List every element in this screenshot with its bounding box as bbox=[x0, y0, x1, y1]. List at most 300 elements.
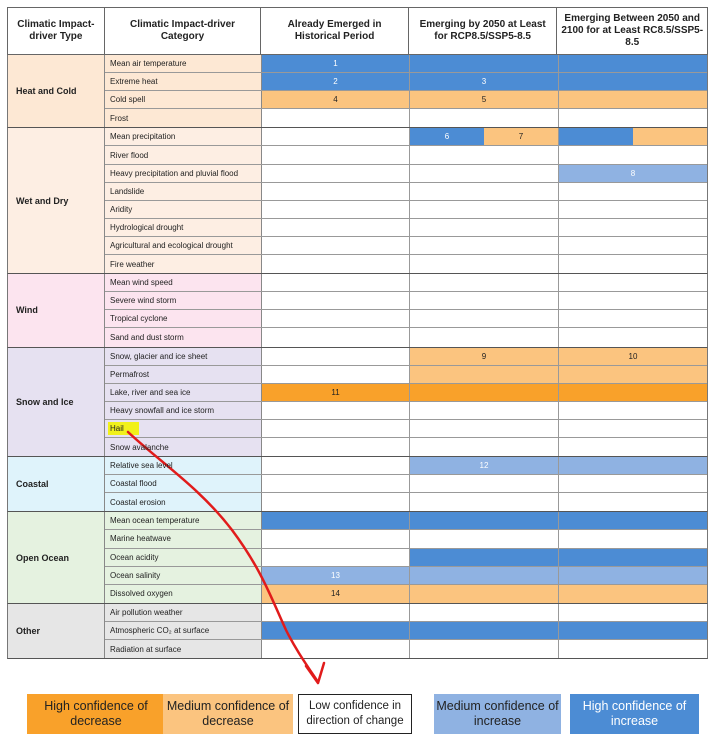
footnote-number: 3 bbox=[410, 73, 558, 90]
category-cell bbox=[105, 292, 262, 309]
table-row bbox=[105, 310, 707, 328]
confidence-segment bbox=[410, 585, 558, 603]
period-cell-p3 bbox=[559, 348, 707, 365]
category-cell bbox=[105, 475, 262, 492]
category-cell bbox=[105, 384, 262, 401]
period-cell-p2 bbox=[410, 109, 559, 127]
footnote-number: 10 bbox=[559, 348, 707, 365]
footnote-number: 1 bbox=[262, 55, 409, 72]
confidence-segment bbox=[410, 622, 558, 639]
period-cell-p3 bbox=[559, 475, 707, 492]
category-label: Mean ocean temperature bbox=[110, 516, 200, 526]
category-cell bbox=[105, 109, 262, 127]
table-row bbox=[105, 567, 707, 585]
confidence-segment bbox=[262, 420, 409, 437]
period-cell-p3 bbox=[559, 438, 707, 456]
driver-group bbox=[7, 55, 708, 128]
confidence-segment bbox=[410, 438, 558, 456]
table-row bbox=[105, 183, 707, 201]
footnote-number: 9 bbox=[410, 348, 558, 365]
category-cell bbox=[105, 640, 262, 658]
category-cell bbox=[105, 201, 262, 218]
confidence-segment bbox=[410, 420, 558, 437]
period-cell-p2 bbox=[410, 201, 559, 218]
table-row bbox=[105, 604, 707, 622]
table-row bbox=[105, 549, 707, 567]
category-label: Coastal flood bbox=[110, 479, 157, 489]
period-cell-p2 bbox=[410, 457, 559, 474]
period-cell-p3 bbox=[559, 274, 707, 291]
period-cell-p1 bbox=[262, 530, 410, 547]
period-cell-p3 bbox=[559, 73, 707, 90]
period-cell-p1 bbox=[262, 109, 410, 127]
confidence-segment bbox=[559, 292, 707, 309]
category-label: Atmospheric CO₂ at surface bbox=[110, 625, 210, 635]
confidence-segment bbox=[262, 292, 409, 309]
table-row bbox=[105, 530, 707, 548]
confidence-segment bbox=[262, 402, 409, 419]
category-label: Frost bbox=[110, 113, 129, 123]
period-cell-p1 bbox=[262, 91, 410, 108]
category-cell bbox=[105, 274, 262, 291]
driver-rows bbox=[105, 128, 707, 273]
confidence-segment bbox=[410, 493, 558, 511]
driver-type-label: Snow and Ice bbox=[8, 348, 105, 457]
period-cell-p3 bbox=[559, 420, 707, 437]
period-cell-p1 bbox=[262, 585, 410, 603]
table-body bbox=[7, 55, 708, 659]
confidence-segment bbox=[262, 128, 409, 145]
confidence-segment bbox=[410, 549, 558, 566]
confidence-segment bbox=[410, 640, 558, 658]
period-cell-p3 bbox=[559, 201, 707, 218]
table-row bbox=[105, 91, 707, 109]
confidence-segment bbox=[410, 146, 558, 163]
confidence-segment bbox=[262, 183, 409, 200]
confidence-segment bbox=[262, 274, 409, 291]
driver-type-label: Wind bbox=[8, 274, 105, 346]
category-cell bbox=[105, 604, 262, 621]
category-cell bbox=[105, 493, 262, 511]
driver-rows bbox=[105, 55, 707, 127]
confidence-segment bbox=[559, 604, 707, 621]
period-cell-p1 bbox=[262, 255, 410, 273]
confidence-segment bbox=[262, 549, 409, 566]
period-cell-p1 bbox=[262, 146, 410, 163]
confidence-segment bbox=[410, 366, 558, 383]
category-label: Landslide bbox=[110, 186, 145, 196]
category-label: Fire weather bbox=[110, 259, 155, 269]
category-cell bbox=[105, 348, 262, 365]
table-header bbox=[7, 7, 708, 55]
footnote-number: 6 bbox=[410, 128, 484, 145]
confidence-segment bbox=[410, 109, 558, 127]
period-cell-p1 bbox=[262, 402, 410, 419]
period-cell-p1 bbox=[262, 475, 410, 492]
period-cell-p1 bbox=[262, 366, 410, 383]
confidence-segment bbox=[262, 201, 409, 218]
legend-item: Low confidence in direction of change bbox=[298, 694, 412, 734]
period-cell-p2 bbox=[410, 91, 559, 108]
confidence-segment bbox=[410, 165, 558, 182]
confidence-segment bbox=[559, 366, 707, 383]
table-row bbox=[105, 292, 707, 310]
period-cell-p3 bbox=[559, 402, 707, 419]
period-cell-p1 bbox=[262, 183, 410, 200]
confidence-segment bbox=[262, 438, 409, 456]
period-cell-p1 bbox=[262, 55, 410, 72]
category-cell bbox=[105, 219, 262, 236]
driver-type-label: Coastal bbox=[8, 457, 105, 511]
category-cell bbox=[105, 255, 262, 273]
header-emerging-2050: Emerging by 2050 at Least for RCP8.5/SSP5-8.5 bbox=[409, 8, 558, 54]
driver-group bbox=[7, 457, 708, 512]
category-cell bbox=[105, 55, 262, 72]
category-label: Extreme heat bbox=[110, 77, 158, 87]
period-cell-p1 bbox=[262, 201, 410, 218]
table-row bbox=[105, 237, 707, 255]
footnote-number: 7 bbox=[484, 128, 558, 145]
table-row bbox=[105, 201, 707, 219]
confidence-segment bbox=[559, 530, 707, 547]
footnote-number: 14 bbox=[262, 585, 409, 603]
table-row bbox=[105, 128, 707, 146]
table-row bbox=[105, 420, 707, 438]
period-cell-p1 bbox=[262, 457, 410, 474]
confidence-segment bbox=[559, 457, 707, 474]
period-cell-p3 bbox=[559, 384, 707, 401]
confidence-segment bbox=[559, 310, 707, 327]
period-cell-p3 bbox=[559, 237, 707, 254]
period-cell-p2 bbox=[410, 640, 559, 658]
confidence-segment bbox=[410, 255, 558, 273]
header-type: Climatic Impact-driver Type bbox=[8, 8, 105, 54]
period-cell-p2 bbox=[410, 567, 559, 584]
period-cell-p2 bbox=[410, 348, 559, 365]
driver-rows bbox=[105, 512, 707, 602]
category-label: Ocean acidity bbox=[110, 552, 159, 562]
confidence-segment bbox=[262, 530, 409, 547]
table-row bbox=[105, 475, 707, 493]
confidence-legend bbox=[0, 694, 721, 734]
confidence-segment bbox=[559, 109, 707, 127]
confidence-segment bbox=[262, 328, 409, 346]
category-label: Hail bbox=[110, 423, 124, 433]
period-cell-p3 bbox=[559, 457, 707, 474]
period-cell-p2 bbox=[410, 585, 559, 603]
confidence-segment bbox=[262, 310, 409, 327]
category-label: Lake, river and sea ice bbox=[110, 387, 191, 397]
confidence-segment bbox=[262, 622, 409, 639]
category-cell bbox=[105, 366, 262, 383]
driver-rows bbox=[105, 274, 707, 346]
confidence-segment bbox=[262, 165, 409, 182]
table-row bbox=[105, 55, 707, 73]
category-cell bbox=[105, 237, 262, 254]
period-cell-p3 bbox=[559, 146, 707, 163]
confidence-segment bbox=[262, 146, 409, 163]
red-arrow-head bbox=[306, 663, 324, 683]
confidence-segment bbox=[559, 274, 707, 291]
period-cell-p1 bbox=[262, 348, 410, 365]
category-cell bbox=[105, 438, 262, 456]
period-cell-p3 bbox=[559, 493, 707, 511]
period-cell-p3 bbox=[559, 255, 707, 273]
table-row bbox=[105, 640, 707, 658]
driver-group bbox=[7, 274, 708, 347]
period-cell-p3 bbox=[559, 91, 707, 108]
category-cell bbox=[105, 128, 262, 145]
period-cell-p2 bbox=[410, 165, 559, 182]
header-category: Climatic Impact-driver Category bbox=[105, 8, 262, 54]
period-cell-p1 bbox=[262, 165, 410, 182]
category-label: Permafrost bbox=[110, 369, 150, 379]
period-cell-p3 bbox=[559, 292, 707, 309]
table-row bbox=[105, 165, 707, 183]
period-cell-p2 bbox=[410, 438, 559, 456]
period-cell-p3 bbox=[559, 109, 707, 127]
legend-item: High confidence of decrease bbox=[27, 694, 165, 734]
driver-group bbox=[7, 512, 708, 603]
category-cell bbox=[105, 183, 262, 200]
category-cell bbox=[105, 512, 262, 529]
confidence-segment bbox=[410, 475, 558, 492]
category-cell bbox=[105, 146, 262, 163]
confidence-segment bbox=[410, 310, 558, 327]
period-cell-p1 bbox=[262, 604, 410, 621]
category-cell bbox=[105, 549, 262, 566]
period-cell-p1 bbox=[262, 73, 410, 90]
period-cell-p1 bbox=[262, 310, 410, 327]
period-cell-p1 bbox=[262, 512, 410, 529]
category-label: Hydrological drought bbox=[110, 222, 184, 232]
category-label: Relative sea level bbox=[110, 461, 173, 471]
category-cell bbox=[105, 585, 262, 603]
confidence-segment bbox=[410, 402, 558, 419]
category-cell bbox=[105, 402, 262, 419]
confidence-segment bbox=[410, 567, 558, 584]
confidence-segment bbox=[262, 475, 409, 492]
footnote-number: 13 bbox=[262, 567, 409, 584]
period-cell-p2 bbox=[410, 292, 559, 309]
table-row bbox=[105, 328, 707, 346]
period-cell-p3 bbox=[559, 165, 707, 182]
confidence-segment bbox=[559, 237, 707, 254]
period-cell-p2 bbox=[410, 493, 559, 511]
confidence-segment bbox=[559, 55, 707, 72]
category-label: Air pollution weather bbox=[110, 607, 183, 617]
confidence-segment bbox=[559, 475, 707, 492]
category-label: Heavy snowfall and ice storm bbox=[110, 405, 215, 415]
period-cell-p2 bbox=[410, 310, 559, 327]
confidence-segment bbox=[410, 384, 558, 401]
period-cell-p1 bbox=[262, 567, 410, 584]
category-label: Marine heatwave bbox=[110, 534, 171, 544]
confidence-segment bbox=[559, 420, 707, 437]
confidence-segment bbox=[559, 328, 707, 346]
climatic-impact-driver-table bbox=[7, 7, 708, 659]
category-label: Tropical cyclone bbox=[110, 314, 168, 324]
category-label: Radiation at surface bbox=[110, 644, 182, 654]
confidence-segment bbox=[559, 512, 707, 529]
period-cell-p2 bbox=[410, 384, 559, 401]
category-cell bbox=[105, 457, 262, 474]
period-cell-p2 bbox=[410, 530, 559, 547]
category-cell bbox=[105, 328, 262, 346]
confidence-segment bbox=[262, 255, 409, 273]
confidence-segment bbox=[262, 640, 409, 658]
confidence-segment bbox=[410, 55, 558, 72]
period-cell-p2 bbox=[410, 73, 559, 90]
confidence-segment bbox=[410, 201, 558, 218]
driver-rows bbox=[105, 457, 707, 511]
period-cell-p3 bbox=[559, 512, 707, 529]
confidence-segment bbox=[559, 567, 707, 584]
legend-item: Medium confidence of decrease bbox=[163, 694, 293, 734]
category-label: Mean precipitation bbox=[110, 132, 176, 142]
period-cell-p1 bbox=[262, 622, 410, 639]
period-cell-p1 bbox=[262, 328, 410, 346]
confidence-segment bbox=[559, 640, 707, 658]
table-row bbox=[105, 493, 707, 511]
header-already-emerged: Already Emerged in Historical Period bbox=[261, 8, 409, 54]
period-cell-p2 bbox=[410, 183, 559, 200]
period-cell-p3 bbox=[559, 622, 707, 639]
period-cell-p3 bbox=[559, 128, 707, 145]
category-label: Mean wind speed bbox=[110, 278, 173, 288]
category-cell bbox=[105, 567, 262, 584]
period-cell-p3 bbox=[559, 549, 707, 566]
period-cell-p1 bbox=[262, 384, 410, 401]
confidence-segment bbox=[559, 493, 707, 511]
table-row bbox=[105, 255, 707, 273]
confidence-segment bbox=[559, 146, 707, 163]
category-label: Snow avalanche bbox=[110, 442, 169, 452]
table-row bbox=[105, 438, 707, 456]
driver-group bbox=[7, 128, 708, 274]
confidence-segment bbox=[262, 366, 409, 383]
confidence-segment bbox=[559, 73, 707, 90]
confidence-segment bbox=[410, 328, 558, 346]
confidence-segment bbox=[410, 237, 558, 254]
category-label: Heavy precipitation and pluvial flood bbox=[110, 168, 239, 178]
footnote-number: 12 bbox=[410, 457, 558, 474]
confidence-segment bbox=[559, 585, 707, 603]
period-cell-p2 bbox=[410, 146, 559, 163]
footnote-number: 2 bbox=[262, 73, 409, 90]
table-row bbox=[105, 146, 707, 164]
confidence-segment bbox=[262, 493, 409, 511]
period-cell-p3 bbox=[559, 640, 707, 658]
footnote-number: 11 bbox=[262, 384, 409, 401]
confidence-segment bbox=[410, 512, 558, 529]
table-row bbox=[105, 348, 707, 366]
confidence-segment bbox=[262, 348, 409, 365]
period-cell-p2 bbox=[410, 604, 559, 621]
driver-type-label: Open Ocean bbox=[8, 512, 105, 602]
period-cell-p2 bbox=[410, 549, 559, 566]
period-cell-p3 bbox=[559, 567, 707, 584]
table-row bbox=[105, 384, 707, 402]
driver-rows bbox=[105, 604, 707, 658]
category-cell bbox=[105, 420, 262, 437]
period-cell-p1 bbox=[262, 493, 410, 511]
driver-group bbox=[7, 604, 708, 659]
table-row bbox=[105, 512, 707, 530]
table-row bbox=[105, 219, 707, 237]
confidence-segment bbox=[410, 219, 558, 236]
confidence-segment bbox=[410, 183, 558, 200]
period-cell-p2 bbox=[410, 475, 559, 492]
period-cell-p2 bbox=[410, 622, 559, 639]
table-row bbox=[105, 109, 707, 127]
period-cell-p2 bbox=[410, 237, 559, 254]
confidence-segment bbox=[262, 219, 409, 236]
table-row bbox=[105, 366, 707, 384]
confidence-segment bbox=[559, 219, 707, 236]
confidence-segment bbox=[559, 128, 633, 145]
period-cell-p1 bbox=[262, 438, 410, 456]
confidence-segment bbox=[559, 549, 707, 566]
category-label: Sand and dust storm bbox=[110, 332, 184, 342]
legend-item: High confidence of increase bbox=[570, 694, 699, 734]
driver-type-label: Heat and Cold bbox=[8, 55, 105, 127]
confidence-segment bbox=[559, 255, 707, 273]
confidence-segment bbox=[410, 604, 558, 621]
table-row bbox=[105, 585, 707, 603]
confidence-segment bbox=[633, 128, 707, 145]
table-row bbox=[105, 457, 707, 475]
period-cell-p3 bbox=[559, 530, 707, 547]
category-label: Ocean salinity bbox=[110, 570, 161, 580]
confidence-segment bbox=[559, 438, 707, 456]
period-cell-p3 bbox=[559, 183, 707, 200]
confidence-segment bbox=[262, 604, 409, 621]
category-cell bbox=[105, 165, 262, 182]
period-cell-p3 bbox=[559, 310, 707, 327]
category-label: Cold spell bbox=[110, 95, 146, 105]
category-label: Mean air temperature bbox=[110, 59, 187, 69]
period-cell-p2 bbox=[410, 128, 559, 145]
period-cell-p2 bbox=[410, 219, 559, 236]
period-cell-p2 bbox=[410, 512, 559, 529]
category-cell bbox=[105, 73, 262, 90]
driver-rows bbox=[105, 348, 707, 457]
period-cell-p3 bbox=[559, 219, 707, 236]
period-cell-p1 bbox=[262, 640, 410, 658]
period-cell-p2 bbox=[410, 328, 559, 346]
category-label: Severe wind storm bbox=[110, 296, 177, 306]
category-cell bbox=[105, 622, 262, 639]
period-cell-p1 bbox=[262, 219, 410, 236]
category-label: Coastal erosion bbox=[110, 497, 166, 507]
period-cell-p2 bbox=[410, 366, 559, 383]
period-cell-p2 bbox=[410, 402, 559, 419]
category-label: Agricultural and ecological drought bbox=[110, 240, 233, 250]
period-cell-p3 bbox=[559, 366, 707, 383]
driver-type-label: Wet and Dry bbox=[8, 128, 105, 273]
confidence-segment bbox=[262, 237, 409, 254]
confidence-segment bbox=[559, 201, 707, 218]
table-row bbox=[105, 622, 707, 640]
category-label: River flood bbox=[110, 150, 149, 160]
driver-group bbox=[7, 348, 708, 458]
period-cell-p2 bbox=[410, 420, 559, 437]
category-label: Aridity bbox=[110, 204, 133, 214]
category-cell bbox=[105, 530, 262, 547]
footnote-number: 5 bbox=[410, 91, 558, 108]
period-cell-p3 bbox=[559, 55, 707, 72]
